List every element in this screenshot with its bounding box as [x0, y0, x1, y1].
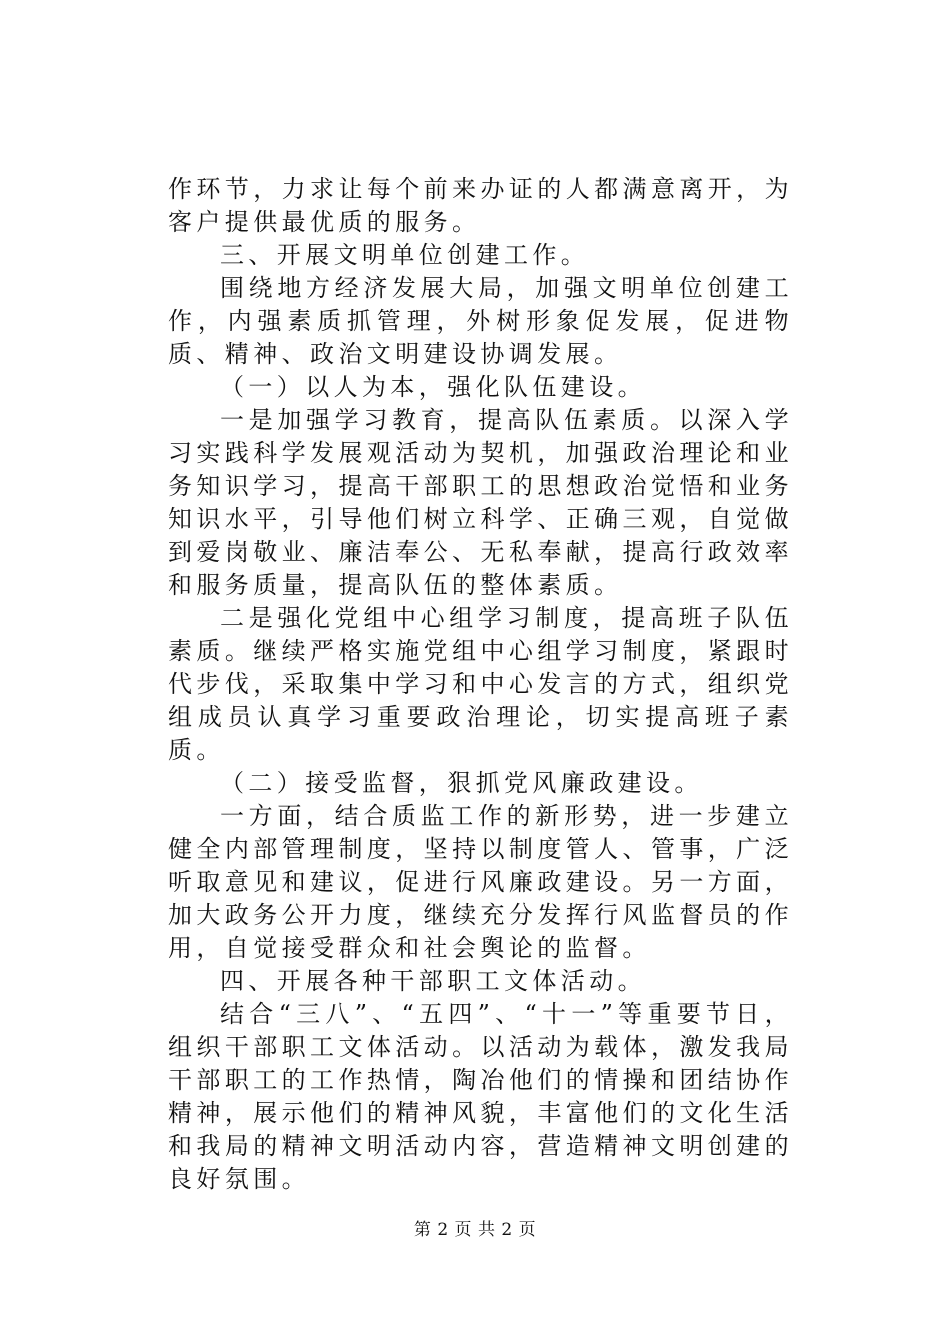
paragraph: 结合“三八”、“五四”、“十一”等重要节日，组织干部职工文体活动。以活动为载体，激发我局干部职工的工作热情，陶冶他们的情操和团结协作精神，展示他们的精神风貌，丰富他们的文化生活和我局的精神文明活动内容，营造精神文明创建的良好氛围。	[168, 1000, 793, 1193]
heading-section-3: 三、开展文明单位创建工作。	[220, 241, 590, 269]
paragraph-continued: 作环节，力求让每个前来办证的人都满意离开，为客户提供最优质的服务。	[168, 175, 793, 236]
paragraph: 围绕地方经济发展大局，加强文明单位创建工作，内强素质抓管理，外树形象促发展，促进物质、精神、政治文明建设协调发展。	[168, 274, 793, 368]
subheading-2: （二）接受监督，狠抓党风廉政建设。	[220, 769, 703, 797]
subheading-1: （一）以人为本，强化队伍建设。	[220, 373, 646, 401]
paragraph: 一方面，结合质监工作的新形势，进一步建立健全内部管理制度，坚持以制度管人、管事，广泛听取意见和建议，促进行风廉政建设。另一方面，加大政务公开力度，继续充分发挥行风监督员的作用，自觉接受群众和社会舆论的监督。	[168, 802, 793, 962]
paragraph: 二是强化党组中心组学习制度，提高班子队伍素质。继续严格实施党组中心组学习制度，紧跟时代步伐，采取集中学习和中心发言的方式，组织党组成员认真学习重要政治理论，切实提高班子素质。	[168, 604, 793, 764]
heading-section-4: 四、开展各种干部职工文体活动。	[220, 967, 646, 995]
page-number-footer: 第 2 页 共 2 页	[413, 1220, 537, 1240]
paragraph: 一是加强学习教育，提高队伍素质。以深入学习实践科学发展观活动为契机，加强政治理论和业务知识学习，提高干部职工的思想政治觉悟和业务知识水平，引导他们树立科学、正确三观，自觉做到爱岗敬业、廉洁奉公、无私奉献，提高行政效率和服务质量，提高队伍的整体素质。	[168, 406, 793, 599]
document-body	[168, 173, 793, 1196]
